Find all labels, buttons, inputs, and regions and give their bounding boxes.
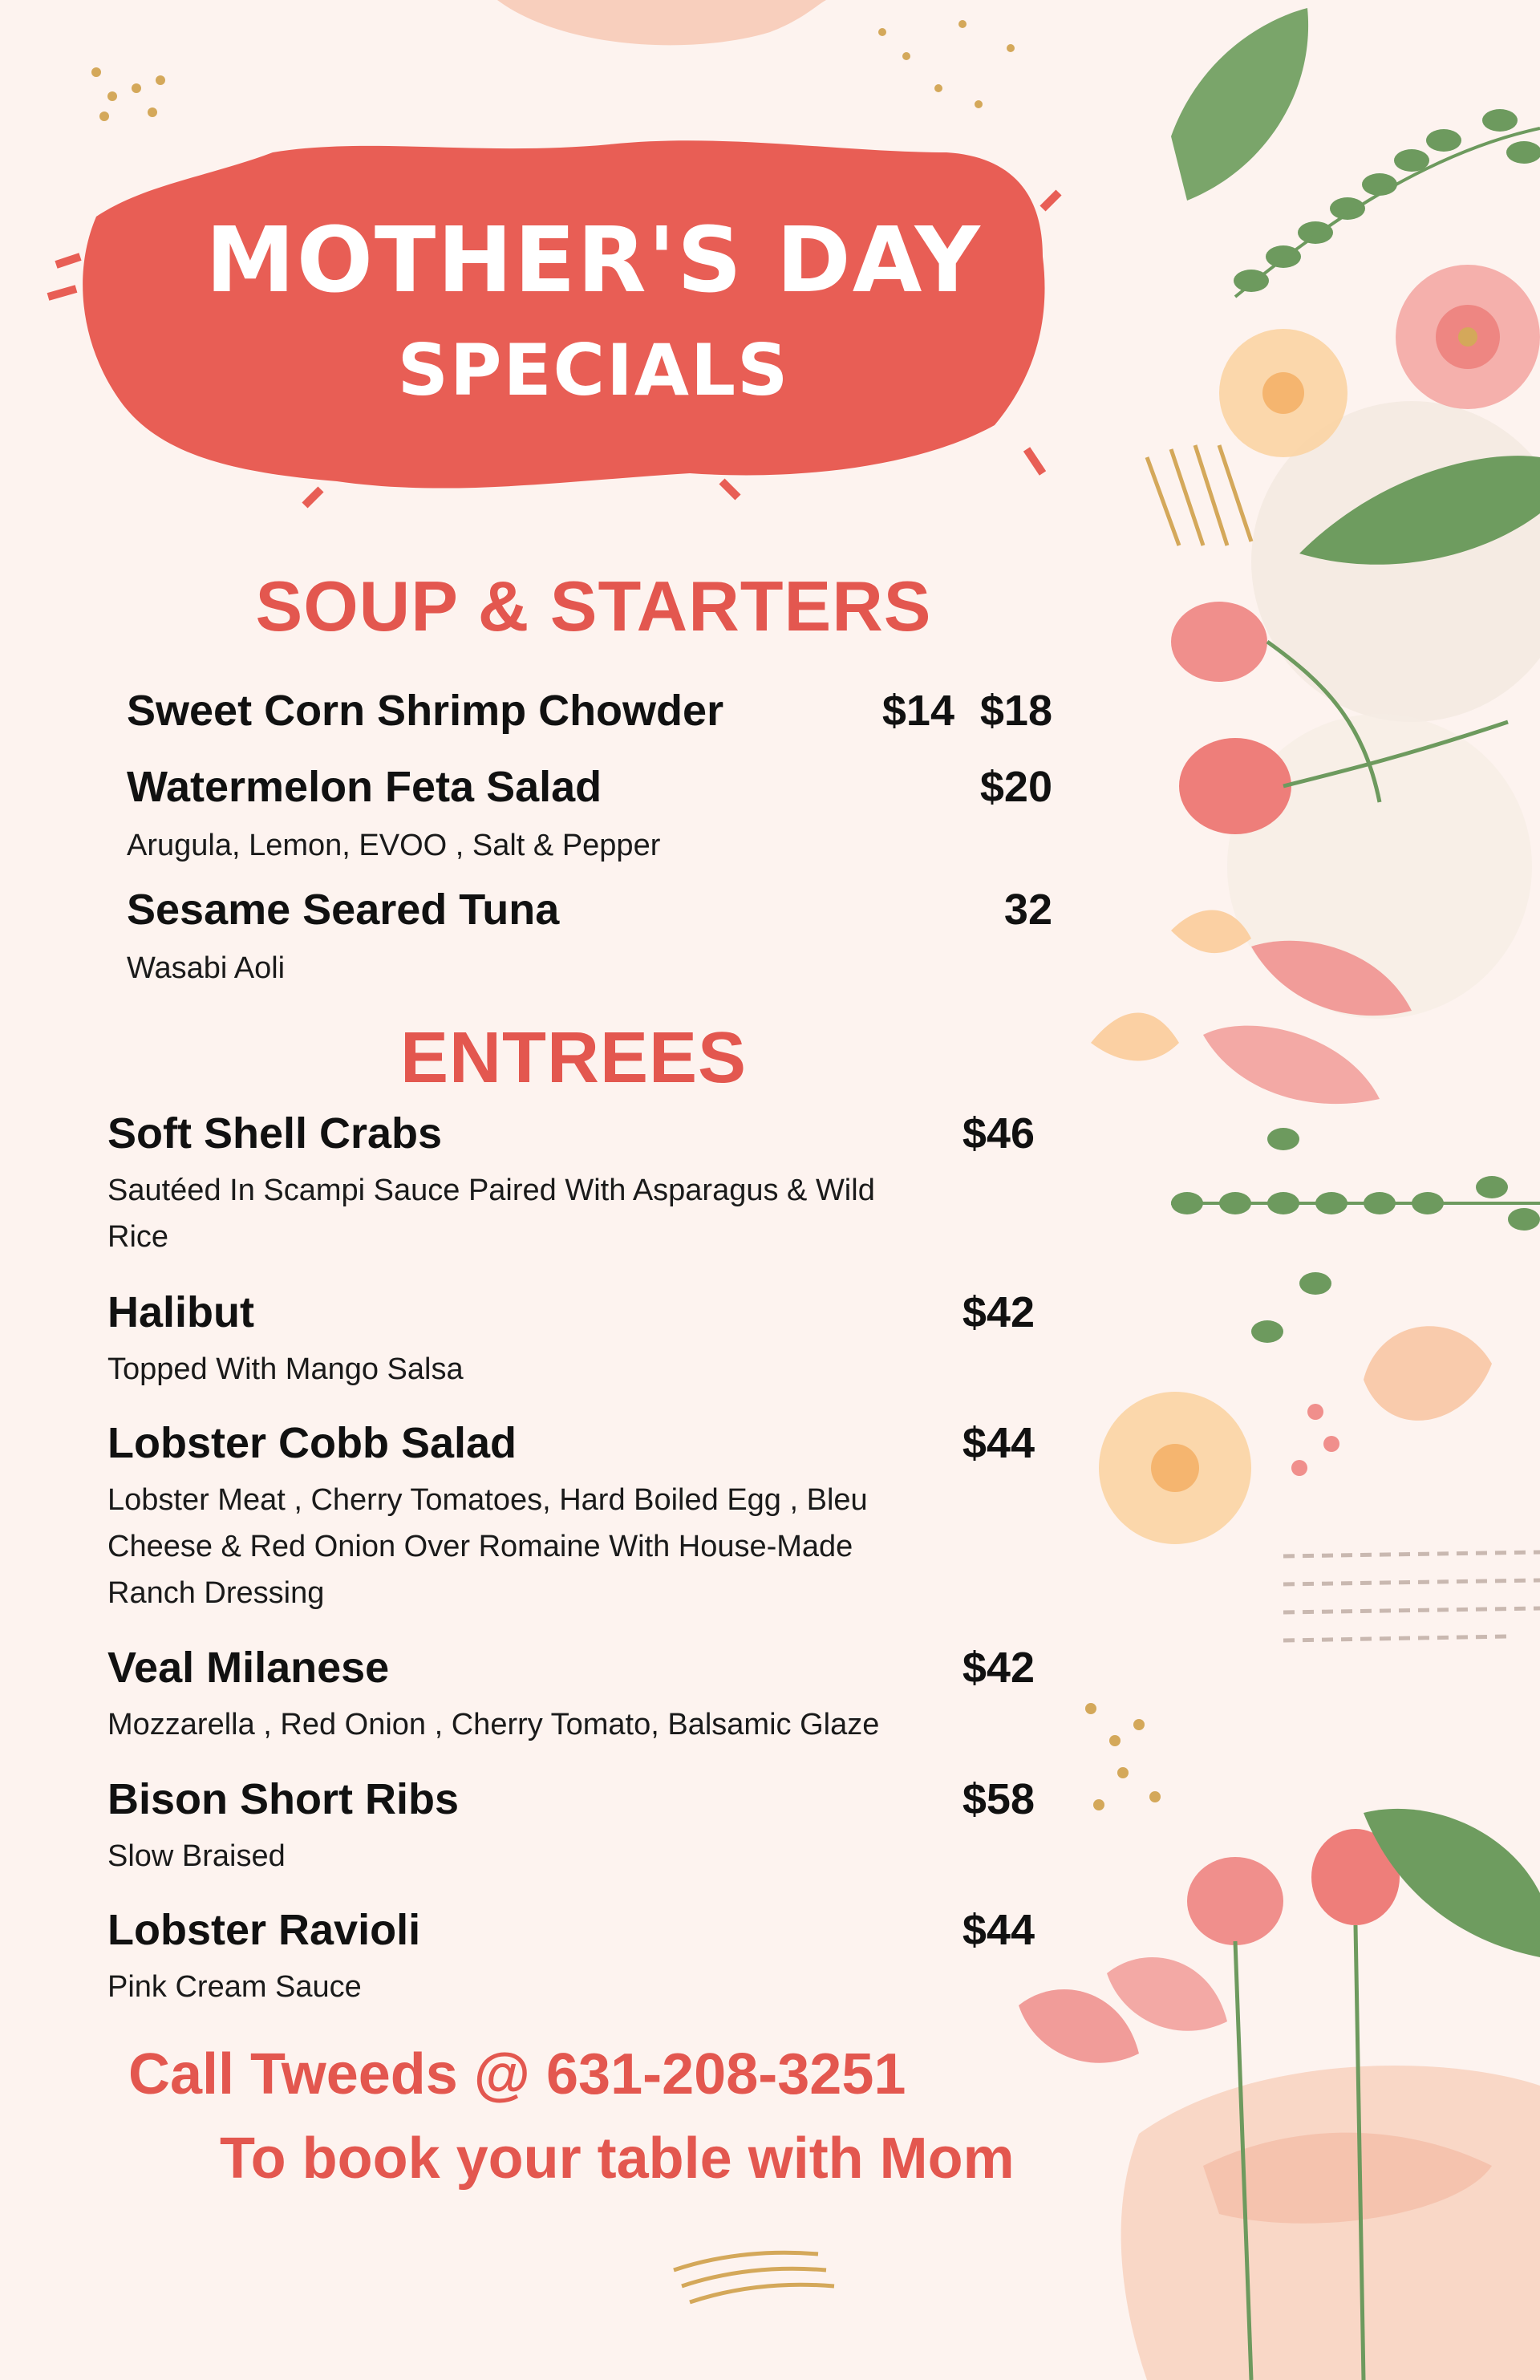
item-price: $58 xyxy=(962,1775,1035,1823)
paint-stroke-icon xyxy=(1121,2066,1540,2380)
paint-stroke-icon xyxy=(83,140,1044,488)
item-name: Sweet Corn Shrimp Chowder xyxy=(127,687,724,735)
item-price: $44 xyxy=(962,1419,1035,1467)
item-description: Mozzarella , Red Onion , Cherry Tomato, Balsamic Glaze xyxy=(107,1708,880,1741)
item-name: Soft Shell Crabs xyxy=(107,1109,443,1158)
item-name: Lobster Cobb Salad xyxy=(107,1419,517,1467)
item-price: $42 xyxy=(962,1644,1035,1692)
cta-phone: Call Tweeds @ 631-208-3251 xyxy=(128,2042,906,2106)
title-line-2: SPECIALS xyxy=(397,329,790,412)
item-name: Bison Short Ribs xyxy=(107,1775,460,1823)
item-price-small: $14 xyxy=(881,687,954,735)
paint-stroke-icon xyxy=(1283,1552,1540,1640)
cta-booking: To book your table with Mom xyxy=(220,2127,1015,2191)
item-price-large: $18 xyxy=(979,687,1052,735)
watercolor-flower-icon xyxy=(1099,1392,1251,1544)
item-description: Lobster Meat , Cherry Tomatoes, Hard Boiled Egg , Bleu xyxy=(107,1483,868,1517)
watercolor-flower-icon xyxy=(1219,329,1348,457)
item-name: Watermelon Feta Salad xyxy=(127,763,602,811)
leaf-icon xyxy=(1171,1128,1540,1343)
item-description: Wasabi Aoli xyxy=(127,951,286,985)
item-name: Halibut xyxy=(107,1288,254,1336)
item-price: $42 xyxy=(962,1288,1035,1336)
gold-dots-icon xyxy=(1147,445,1251,545)
gold-dots-icon xyxy=(674,2252,834,2302)
section-heading-entrees: ENTREES xyxy=(399,1018,748,1098)
leaf-icon xyxy=(1234,109,1540,292)
item-name: Veal Milanese xyxy=(107,1644,390,1692)
item-name: Sesame Seared Tuna xyxy=(127,886,560,934)
item-description: Ranch Dressing xyxy=(107,1576,325,1610)
item-description: Sautéed In Scampi Sauce Paired With Asparagus & Wild xyxy=(107,1174,875,1207)
item-description: Pink Cream Sauce xyxy=(107,1970,362,2004)
item-description: Slow Braised xyxy=(107,1839,286,1873)
item-description: Topped With Mango Salsa xyxy=(107,1352,464,1386)
item-price: $44 xyxy=(962,1906,1035,1954)
leaf-icon xyxy=(1171,8,1308,201)
item-description: Arugula, Lemon, EVOO , Salt & Pepper xyxy=(127,829,661,862)
paint-stroke-icon xyxy=(497,0,826,45)
watercolor-flower-icon xyxy=(1291,1326,1492,1476)
item-description: Cheese & Red Onion Over Romaine With House-Made xyxy=(107,1530,853,1563)
title-line-1: MOTHER'S DAY xyxy=(205,209,982,313)
item-price: 32 xyxy=(1003,886,1052,934)
watercolor-flower-icon xyxy=(1019,1829,1400,2063)
section-heading-soup: SOUP & STARTERS xyxy=(255,566,932,646)
watercolor-flower-icon xyxy=(1396,265,1540,409)
item-name: Lobster Ravioli xyxy=(107,1906,421,1954)
item-description: Rice xyxy=(107,1220,169,1254)
item-price: $20 xyxy=(979,763,1052,811)
item-price: $46 xyxy=(962,1109,1035,1158)
